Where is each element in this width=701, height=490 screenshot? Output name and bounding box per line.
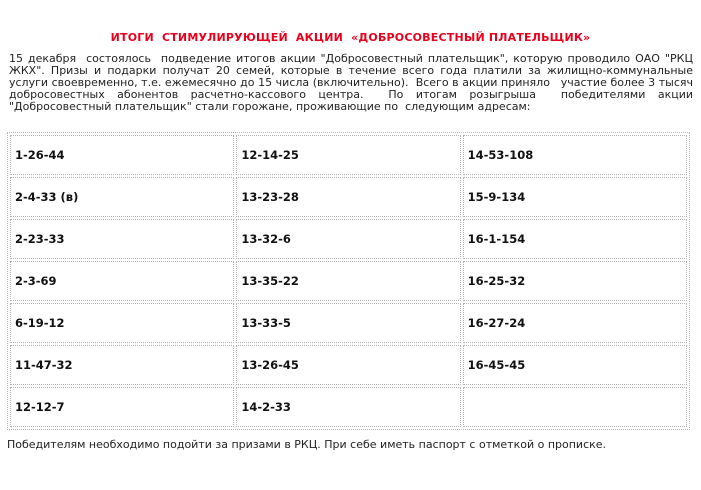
table-row bbox=[10, 261, 687, 301]
address-cell: 11-47-32 bbox=[10, 345, 234, 385]
table-row bbox=[10, 177, 687, 217]
address-cell: 13-26-45 bbox=[236, 345, 460, 385]
address-cell: 12-14-25 bbox=[236, 135, 460, 175]
empty-cell bbox=[463, 387, 687, 427]
address-cell: 16-1-154 bbox=[463, 219, 687, 259]
address-cell: 2-4-33 (в) bbox=[10, 177, 234, 217]
address-cell: 14-53-108 bbox=[463, 135, 687, 175]
footer-note: Победителям необходимо подойти за призами в РКЦ. При себе иметь паспорт с отметкой о прописке. bbox=[7, 438, 607, 451]
winners-address-table bbox=[7, 132, 690, 430]
intro-paragraph: 15 декабря состоялось подведение итогов акции "Добросовестный плательщик", которую проводило ОАО "РКЦ ЖКХ". Призы и подарки получат 20 семей, которые в течение всего года платили за жилищно-коммунальные услуги своевременно, т.е. ежемесячно до 15 числа (включительно). Всего в акции приняло участие более 3 тысяч добросовестных абонентов расчетно-кассового центра. По итогам розыгрыша победителями акции "Добросовестный плательщик" стали горожане, проживающие по следующим адресам: bbox=[9, 52, 697, 113]
address-cell: 1-26-44 bbox=[10, 135, 234, 175]
table-row bbox=[10, 345, 687, 385]
address-cell: 13-35-22 bbox=[236, 261, 460, 301]
table-row bbox=[10, 387, 687, 427]
address-cell: 2-3-69 bbox=[10, 261, 234, 301]
address-cell: 13-23-28 bbox=[236, 177, 460, 217]
address-cell: 13-32-6 bbox=[236, 219, 460, 259]
article-title: ИТОГИ СТИМУЛИРУЮЩЕЙ АКЦИИ «ДОБРОСОВЕСТНЫЙ ПЛАТЕЛЬЩИК» bbox=[110, 31, 591, 44]
address-cell: 16-45-45 bbox=[463, 345, 687, 385]
table-row bbox=[10, 135, 687, 175]
address-cell: 14-2-33 bbox=[236, 387, 460, 427]
address-cell: 15-9-134 bbox=[463, 177, 687, 217]
address-cell: 16-27-24 bbox=[463, 303, 687, 343]
address-cell: 16-25-32 bbox=[463, 261, 687, 301]
table-row bbox=[10, 303, 687, 343]
table-row bbox=[10, 219, 687, 259]
address-cell: 2-23-33 bbox=[10, 219, 234, 259]
address-cell: 6-19-12 bbox=[10, 303, 234, 343]
address-cell: 13-33-5 bbox=[236, 303, 460, 343]
address-cell: 12-12-7 bbox=[10, 387, 234, 427]
